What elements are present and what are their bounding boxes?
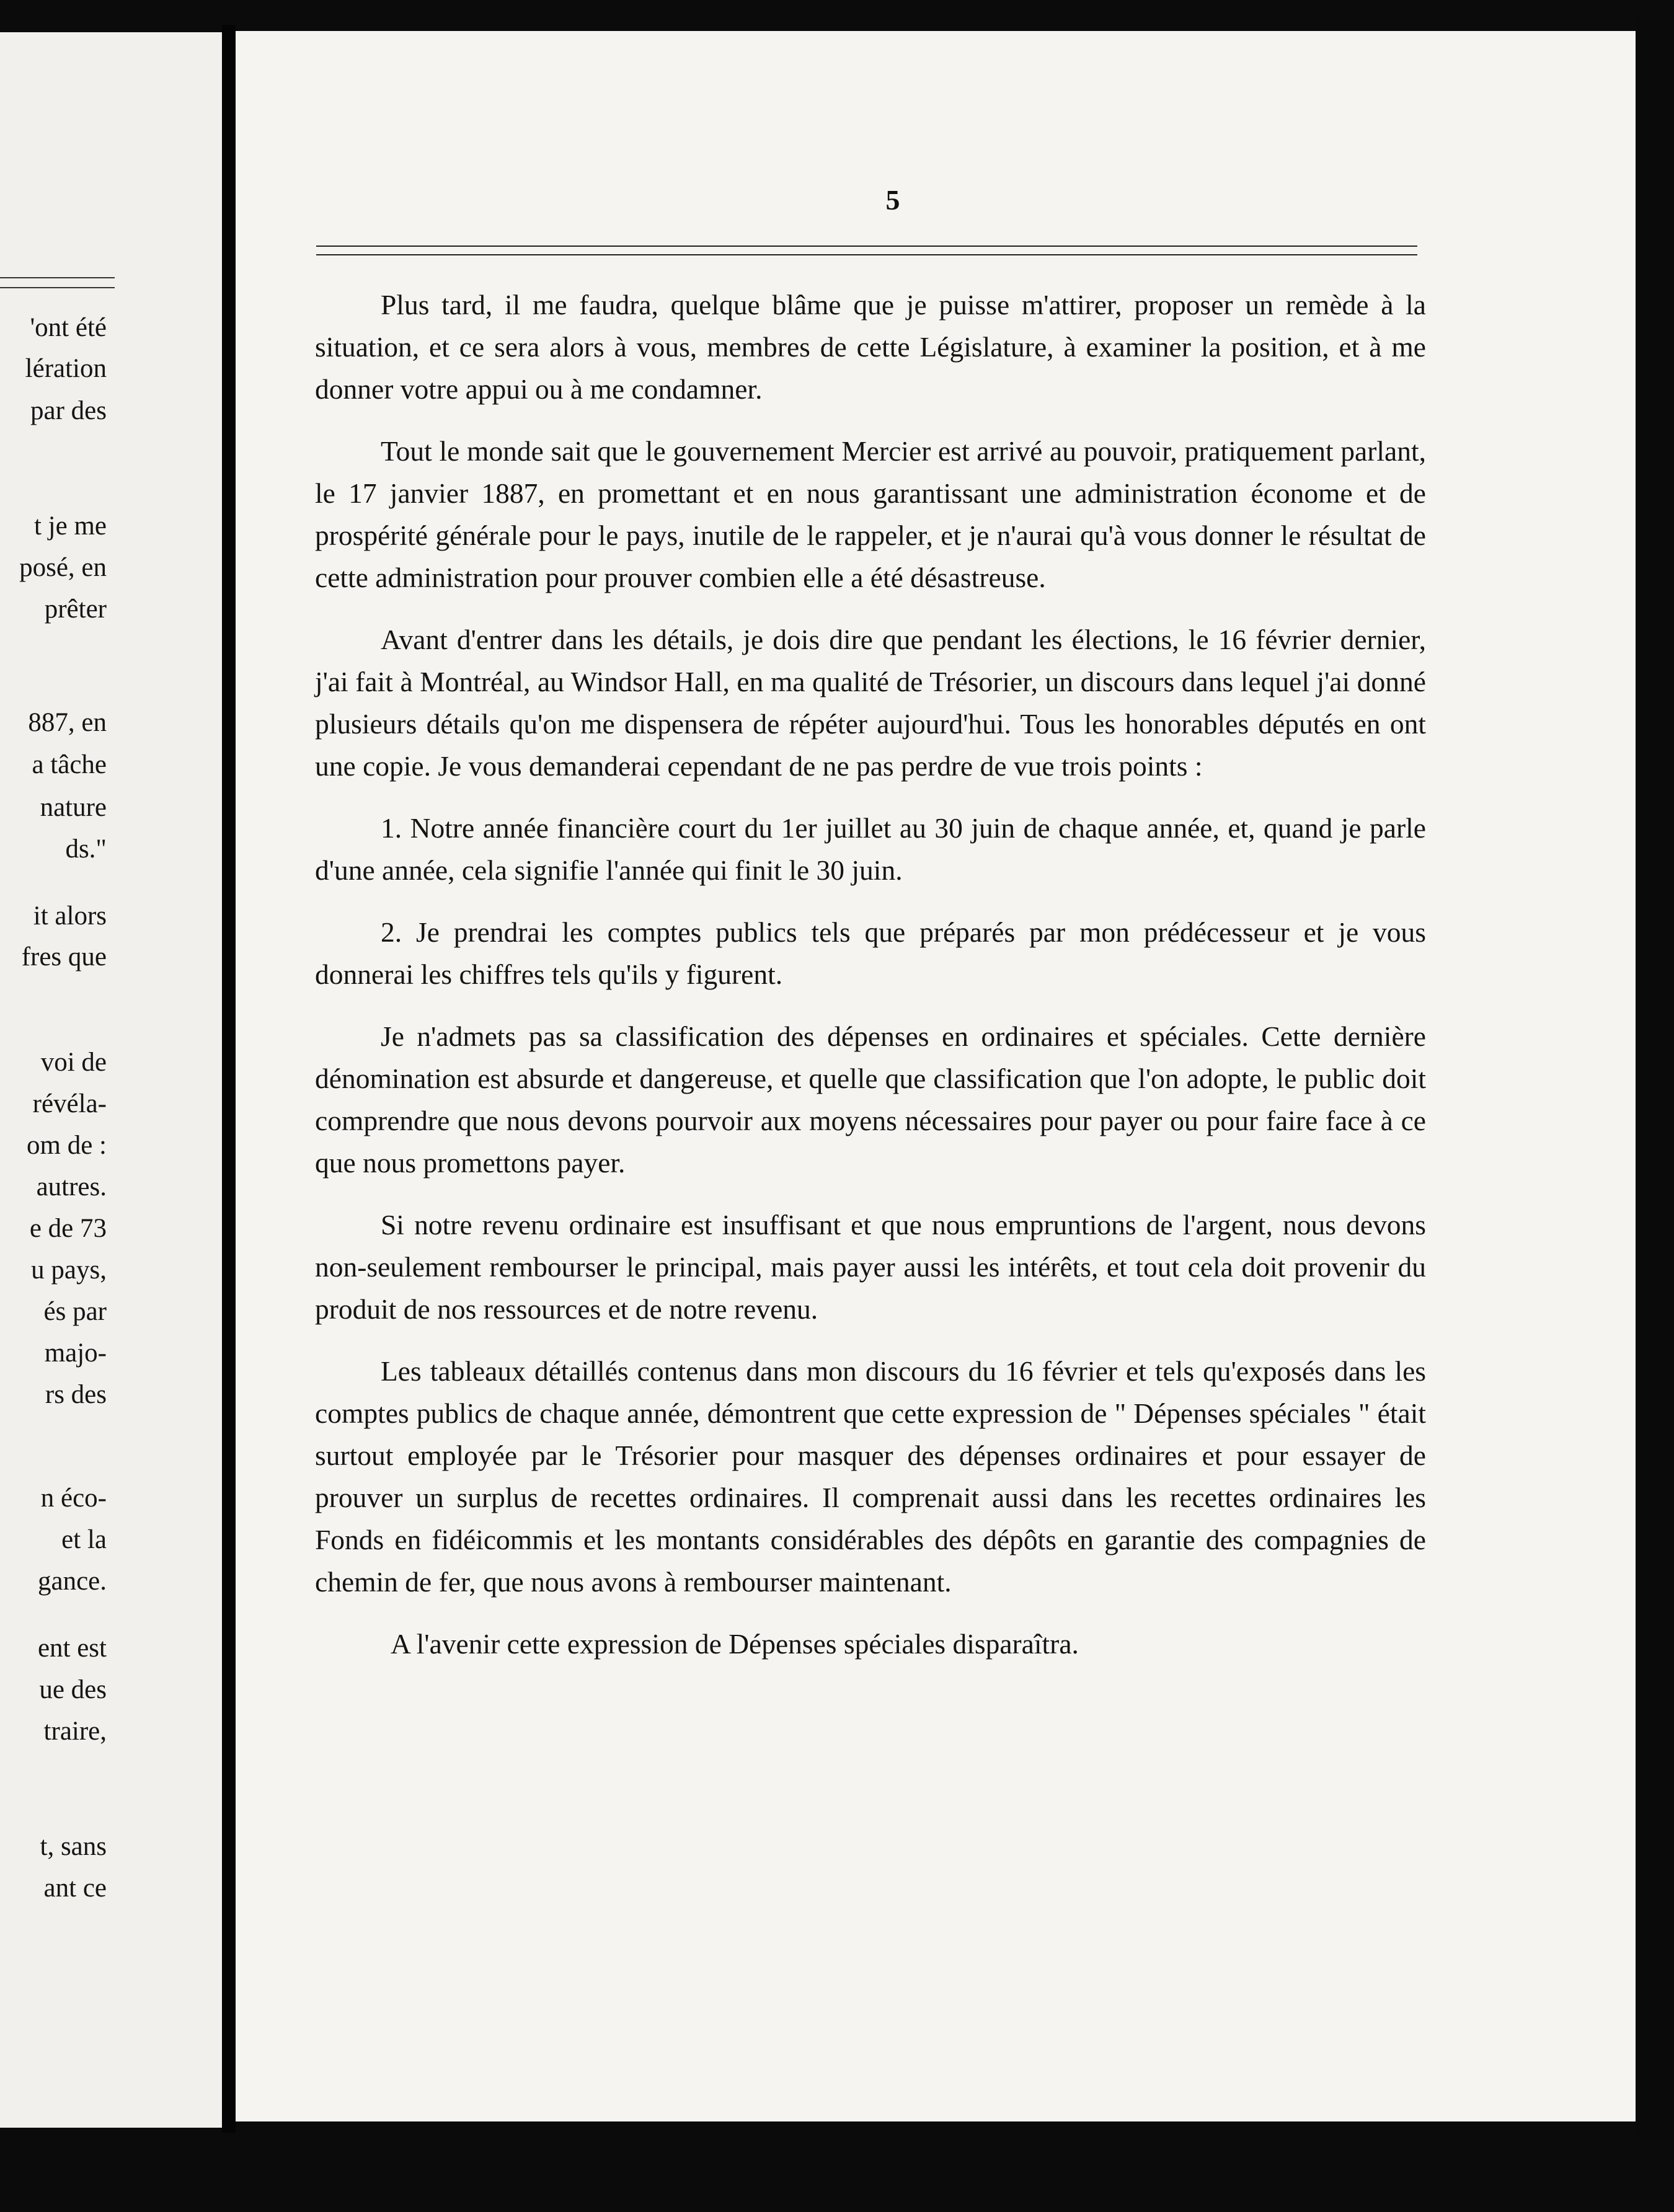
left-line: ant ce [43,1874,107,1903]
left-line: t je me [33,511,107,541]
left-line: n éco- [40,1484,107,1513]
left-line: om de : [27,1131,107,1160]
left-text-column [0,314,107,1939]
left-line: gance. [37,1567,107,1596]
numbered-paragraph: 2. Je prendrai les comptes publics tels que préparés par mon prédécesseur et je vous donnerai les chiffres tels qu'ils y figurent. [315,916,1426,990]
page-number: 5 [885,184,900,216]
header-rule [316,246,1417,255]
paragraph: Je n'admets pas sa classification des dépenses en ordinaires et spéciales. Cette dernière dénomination est absurde et dangereuse, et quelle que classification que l'on adopte, le public doit comprendre que nous devons pourvoir aux moyens nécessaires pour payer ou pour faire face à ce que nous promettons payer. [315,1020,1426,1179]
paragraph: Si notre revenu ordinaire est insuffisant et que nous empruntions de l'argent, nous devons non-seulement rembourser le principal, mais payer aussi les intérêts, et tout cela doit provenir du produit de nos ressources et de notre revenu. [315,1209,1426,1325]
closing-paragraph: A l'avenir cette expression de Dépenses spéciales disparaîtra. [391,1628,1079,1660]
paragraph: Les tableaux détaillés contenus dans mon discours du 16 février et tels qu'exposés dans les comptes publics de chaque année, démontrent que cette expression de " Dépenses spéciales " était surtout employée par le Trésorier pour masquer des dépenses ordinaires et pour essayer de prouver un surplus de recettes ordinaires. Il comprenait aussi dans les recettes ordinaires les Fonds en fidéicommis et les montants considérables des dépôts en garantie des compagnies de chemin de fer, que nous avons à rembourser maintenant. [315,1355,1426,1598]
left-line: u pays, [31,1255,107,1285]
page-edge-shadow [1636,19,1674,2139]
paragraph: Plus tard, il me faudra, quelque blâme que je puisse m'attirer, proposer un remède à la situation, et ce sera alors à vous, membres de cette Législature, à examiner la position, et à me donner votre appui ou à me condamner. [315,289,1426,405]
left-line: ue des [39,1675,107,1704]
left-line: rs des [45,1380,107,1409]
left-line: prêter [44,595,107,624]
left-line: voi de [40,1048,107,1077]
left-line: nature [40,793,107,822]
paragraph: Tout le monde sait que le gouvernement Mercier est arrivé au pouvoir, pratiquement parlant, le 17 janvier 1887, en promettant et en nous garantissant une administration économe et de prospérité générale pour le pays, inutile de le rappeler, et je n'aurai qu'à vous donner le résultat de cette administration pour prouver combien elle a été désastreuse. [315,435,1426,593]
left-line: révéla- [32,1089,107,1118]
adjacent-page-fragment [0,32,222,2128]
left-line: a tâche [32,750,107,779]
left-line: e de 73 [29,1214,107,1243]
left-header-rule [0,277,115,288]
numbered-paragraph: 1. Notre année financière court du 1er juillet au 30 juin de chaque année, et, quand je parle d'une année, cela signifie l'année qui finit le 30 juin. [315,812,1426,886]
left-line: it alors [33,901,107,931]
left-line: ent est [37,1634,107,1663]
paragraph: Avant d'entrer dans les détails, je dois dire que pendant les élections, le 16 février dernier, j'ai fait à Montréal, au Windsor Hall, en ma qualité de Trésorier, un discours dans lequel j'ai donné plusieurs détails qu'on me dispensera de répéter aujourd'hui. Tous les honorables députés en ont une copie. Je vous demanderai cependant de ne pas perdre de vue trois points : [315,624,1426,782]
left-line: traire, [43,1717,107,1746]
left-line: et la [61,1525,107,1554]
body-text [315,284,1426,1685]
left-line: fres que [21,942,107,971]
left-line: és par [43,1297,107,1326]
main-page [236,31,1636,2121]
left-line: majo- [44,1338,107,1368]
left-line: lération [25,354,107,383]
book-gutter [222,25,236,2133]
left-line: par des [30,396,107,425]
left-line: ds." [65,834,107,864]
left-line: t, sans [40,1832,107,1861]
left-line: posé, en [19,553,107,582]
left-line: autres. [36,1172,107,1201]
left-line: 887, en [28,708,107,737]
left-line: 'ont été [30,313,107,342]
